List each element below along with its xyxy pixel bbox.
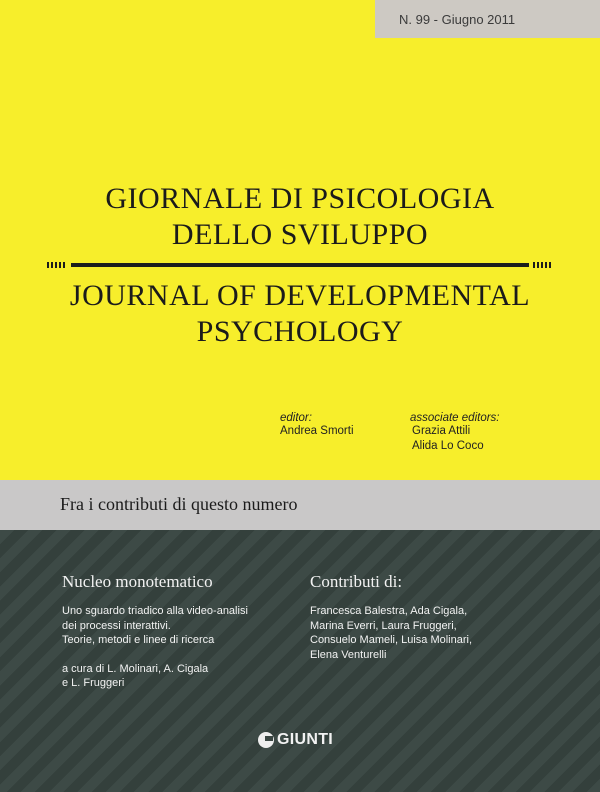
divider-ticks-right: [533, 262, 553, 268]
title-english-line: JOURNAL OF DEVELOPMENTAL: [69, 279, 531, 312]
title-italian-line: GIORNALE DI PSICOLOGIA: [105, 182, 495, 215]
spacer: [62, 648, 292, 662]
contents-band: [0, 480, 600, 530]
contents-band-title: Fra i contributi di questo numero: [60, 494, 298, 514]
editor-name: Andrea Smorti: [280, 425, 354, 437]
divider-bar: [71, 263, 529, 267]
nucleo-curators-line: e L. Fruggeri: [62, 677, 125, 689]
contributi-section: [310, 572, 540, 662]
associate-editor-name: Grazia Attili: [412, 425, 471, 437]
title-english-line: PSYCHOLOGY: [196, 315, 404, 348]
nucleo-line: Teorie, metodi e linee di ricerca: [62, 634, 215, 646]
contributi-line: Marina Everri, Laura Fruggeri,: [310, 619, 457, 632]
editor-role: editor:: [280, 412, 312, 424]
publisher-logo: [258, 731, 333, 749]
nucleo-line: Uno sguardo triadico alla video-analisi: [62, 605, 248, 617]
contributi-line: Elena Venturelli: [310, 648, 387, 661]
issue-label: N. 99 - Giugno 2011: [375, 0, 600, 38]
associate-editors-block: [410, 412, 500, 454]
title-italian-line: DELLO SVILUPPO: [171, 218, 429, 251]
nucleo-section: [62, 572, 292, 691]
nucleo-curators-line: a cura di L. Molinari, A. Cigala: [62, 662, 209, 675]
associate-editor-name: Alida Lo Coco: [412, 440, 484, 452]
title-italian: [0, 181, 600, 253]
giunti-logo-icon: [258, 732, 274, 748]
title-divider: [47, 262, 553, 268]
nucleo-heading: Nucleo monotematico: [62, 572, 213, 591]
associate-editors-role: associate editors:: [410, 412, 500, 424]
title-english: [0, 278, 600, 350]
divider-ticks-left: [47, 262, 67, 268]
contributi-line: Consuelo Mameli, Luisa Molinari,: [310, 634, 473, 646]
publisher-name: GIUNTI: [277, 731, 334, 748]
nucleo-line: dei processi interattivi.: [62, 619, 171, 632]
contributi-heading: Contributi di:: [310, 572, 403, 591]
contributi-line: Francesca Balestra, Ada Cigala,: [310, 605, 468, 617]
editor-block: [280, 412, 354, 439]
